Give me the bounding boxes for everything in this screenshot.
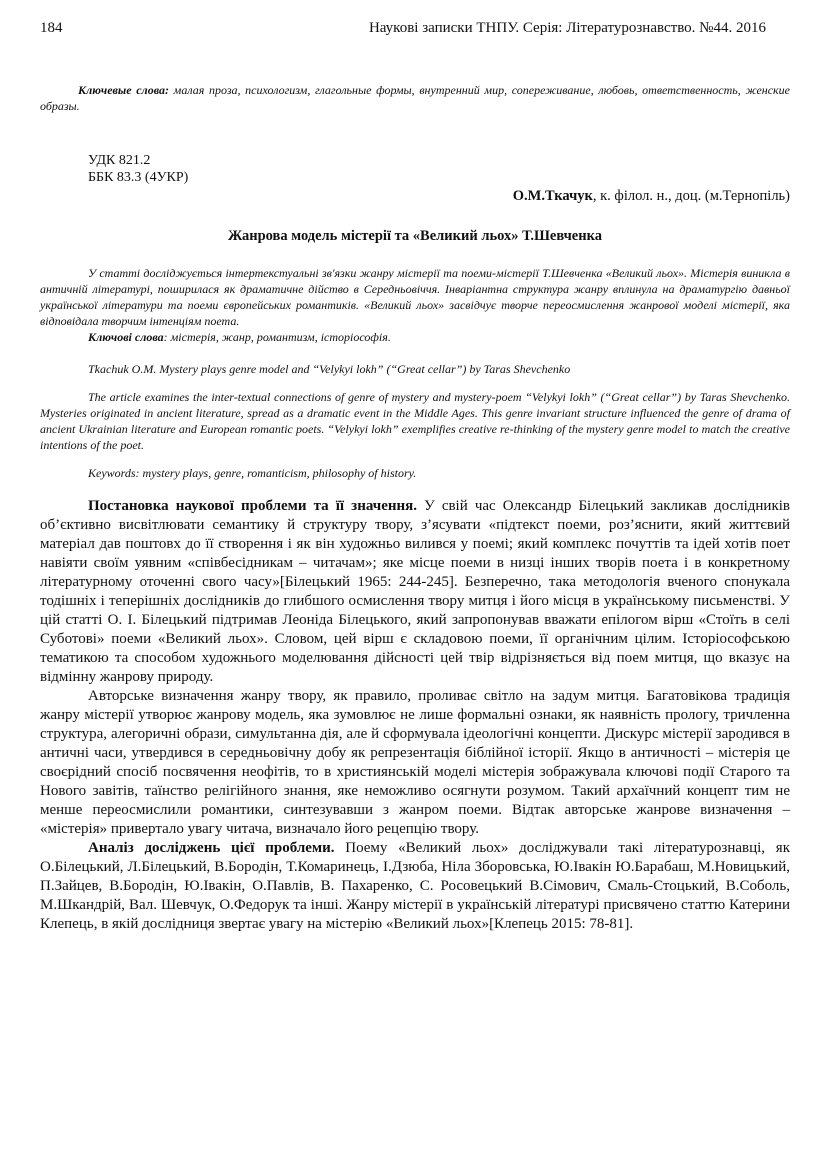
article-title: Жанрова модель містерії та «Великий льох» Т.Шевченка — [228, 228, 602, 244]
author-info: , к. філол. н., доц. (м.Тернопіль) — [592, 188, 790, 204]
ukrainian-keywords-label: Ключові слова — [88, 330, 164, 344]
article-body — [40, 497, 790, 934]
abstract-english — [40, 361, 790, 481]
paragraph-text: У свій час Олександр Білецький закликав дослідників об’єктивно висвітлювати семантику й структуру твору, з’ясувати «підтекст поеми, роз’яснити, який життєвий матеріал дав поштовх до її створення і як він художньо вилився у поемі; який комплекс почуттів та ідей хотів поет навіяти своїм уявним «співбесідникам – читачам»; яке місце поеми в низці інших творів поета і в конкретному літературному оточенні свого часу»[Білецький 1965: 244-245]. Безперечно, така методологія вченого спонукала тодішніх і теперішніх дослідників до глибшого осмислення твору митця і його місця в українському письменстві. У цій статті О. І. Білецький підтримав Леоніда Білецького, який запропонував вважати епілогом вірш «Стоїть в селі Суботові» поеми «Великий льох». Словом, цей вірш є складовою поеми, її органічним цілим. Історіософською тематикою та способом художнього моделювання дійсності цей твір відрізняється від поем митця, що вказує на відмінну жанрову природу. — [40, 498, 790, 685]
classification-codes — [88, 152, 790, 186]
ukrainian-keywords — [40, 329, 790, 345]
russian-keywords — [40, 82, 790, 114]
body-paragraph — [40, 497, 790, 687]
section-heading: Постановка наукової проблеми та її значення. — [88, 498, 418, 514]
abstract-ukrainian-text: У статті досліджується інтертекстуальні зв'язки жанру містерії та поеми-містерії Т.Шевченка «Великий льох». Містерія виникла в античній літературі, поширилася як драматичне дійство в Середньовіччя. Інваріантна структура жанру вплинула на драматургію давньої української літератури та поеми європейських романтиків. «Великий льох» засвідчує творче переосмислення жанрової моделі містерії, яка відповідала творчим інтенціям поета. — [40, 266, 790, 328]
page — [40, 18, 790, 934]
russian-keywords-text: малая проза, психологизм, глагольные формы, внутренний мир, сопереживание, любовь, ответственность, женские образы. — [40, 83, 790, 113]
author-line — [40, 188, 790, 205]
bbk-code: ББК 83.3 (4УКР) — [88, 170, 189, 185]
body-paragraph: Авторське визначення жанру твору, як правило, проливає світло на задум митця. Багатовікова традиція жанру містерії утворює жанрову модель, яка зумовлює не лише формальні ознаки, як наявність прологу, тричленна структура, алегоричні образи, симультанна дія, але й сформувала ідеологічні концепти. Дискурс містерії зародився в античні часи, утвердився в середньовічну добу як репрезентація біблійної історії. Якщо в античності – містерія це своєрідний спосіб посвячення неофітів, то в християнській моделі містерія зображувала ключові події Старого та Нового завітів, таїнство релігійного знання, яке неможливо осягнути розумом. Такий архаїчний концепт тим не менше переосмислили романтики, синтезувавши з жанром поеми. Відтак авторське жанрове визначення – «містерія» привертало увагу читача, визначало його рецепцію твору. — [40, 688, 790, 837]
english-keywords: Keywords: mystery plays, genre, romanticism, philosophy of history. — [88, 466, 417, 480]
russian-keywords-label: Ключевые слова: — [78, 83, 169, 97]
udk-code: УДК 821.2 — [88, 153, 151, 168]
ukrainian-keywords-text: : містерія, жанр, романтизм, історіософія. — [163, 330, 391, 344]
abstract-english-title: Tkachuk O.M. Mystery plays genre model and “Velykyi lokh” (“Great cellar”) by Taras Shevchenko — [88, 362, 571, 376]
page-number: 184 — [40, 20, 63, 36]
abstract-english-text: The article examines the inter-textual connections of genre of mystery and mystery-poem “Velykyi lokh” (“Great cellar”) by Taras Shevchenko. Mysteries originated in ancient literature, spread as a dramatic event in the Middle Ages. This genre invariant structure influenced the genre of drama of ancient Ukrainian literature and European romantic poets. “Velykyi lokh” exemplifies creative re-thinking of the mystery genre model to match the creative intentions of the poet. — [40, 390, 790, 452]
author-name: О.М.Ткачук — [512, 188, 593, 204]
body-paragraph — [40, 839, 790, 934]
abstract-ukrainian — [40, 265, 790, 345]
journal-title: Наукові записки ТНПУ. Серія: Літературознавство. №44. 2016 — [368, 20, 766, 36]
paragraph-text: Поему «Великий льох» досліджували такі літературознавці, як О.Білецький, Л.Білецький, В.Бородін, Т.Комаринець, І.Дзюба, Ніла Зборовська, Ю.Івакін Ю.Барабаш, М.Новицький, П.Зайцев, В.Бородін, Ю.Івакін, О.Павлів, В. Пахаренко, С. Росовецький В.Сімович, Смаль-Стоцький, В.Соболь, М.Шкандрій, Вал. Шевчук, О.Федорук та інші. Жанру містерії в українській літературі присвячено статтю Катерини Клепець, в якій дослідниця звертає увагу на містерію «Великий льох»[Клепець 2015: 78-81]. — [40, 840, 790, 932]
section-heading: Аналіз досліджень цієї проблеми. — [88, 840, 335, 856]
running-header — [40, 18, 790, 42]
